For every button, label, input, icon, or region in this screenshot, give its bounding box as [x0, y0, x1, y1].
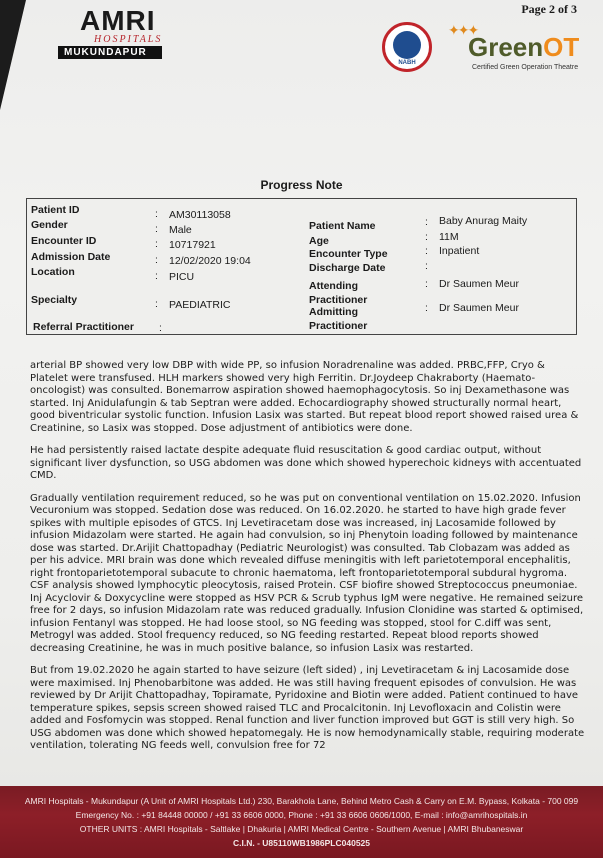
colon: :: [425, 278, 428, 290]
admission-date-label: Admission Date: [31, 251, 111, 263]
colon: :: [155, 208, 158, 220]
colon: :: [155, 254, 158, 266]
age-label: Age: [309, 235, 329, 247]
green-ot-tagline: Certified Green Operation Theatre: [472, 64, 579, 71]
patient-name-value: Baby Anurag Maity: [439, 215, 528, 227]
gender-value: Male: [169, 224, 192, 236]
amri-logo: [58, 5, 163, 59]
specialty-label: Specialty: [31, 294, 78, 306]
page-corner-shadow: [0, 0, 26, 110]
admitting-value: Dr Saumen Meur: [439, 302, 519, 314]
colon: :: [425, 216, 428, 228]
colon: :: [155, 238, 158, 250]
referral-label: Referral Practitioner: [33, 321, 134, 333]
location-value: PICU: [169, 271, 195, 283]
footer-contact: Emergency No. : +91 84448 00000 / +91 33 6606 0000, Phone : +91 33 6606 0606/1000, E-mail : info@amrihospitals.in: [75, 810, 528, 820]
attending-value: Dr Saumen Meur: [439, 278, 519, 290]
patient-name-label: Patient Name: [309, 220, 376, 232]
colon: :: [155, 270, 158, 282]
note-paragraph: arterial BP showed very low DBP with wide PP, so infusion Noradrenaline was added. PRBC,FFP, Cryo & Platelet were transfused. HLH markers showed very high Ferritin. Dr.Joydeep Chakraborty (Haemato-oncologist) was consulted. Bonemarrow aspiration showed haemophagocytosis. So inj Dexamethasone was started. Inj Anidulafungin & tab Septran were added. Echocardiography showed structurally normal heart, good biventricular systolic function. Infusion Lasix was started. But repeat blood report showed raised urea & Creatinine, so Lasix was stopped. Dose adjustment of antibiotics were done.: [30, 360, 579, 434]
colon: :: [425, 231, 428, 243]
note-paragraph: He had persistently raised lactate despite adequate fluid resuscitation & good cardiac output, without significant liver dysfunction, so USG abdomen was done which showed hyperechoic kidneys with accentuated CMD.: [30, 445, 582, 481]
discharge-date-label: Discharge Date: [309, 262, 386, 274]
note-paragraph: Gradually ventilation requirement reduced, so he was put on conventional ventilation on 15.02.2020. Infusion Vecuronium was stopped. Sedation dose was reduced. On 16.02.2020. he started to have high grade fever spikes with multiple episodes of GTCS. Inj Levetiracetam dose was increased, inj Lacosamide followed by infusion Midazolam were started. He again had convulsion, so inj Phenytoin loading followed by maintenance dose was started. Dr.Arijit Chattopadhay (Pediatric Neurologist) was consulted. Tab Clobazam was added as per his advice. MRI brain was done which revealed diffuse meningitis with left parietotemporal encephalitis, right frontoparietotemporal subacute to chronic haematoma, left frontoparietotemporal subdural hygroma. CSF analysis showed lymphocytic pleocytosis, raised Protein. CSF biofire showed Streptococcus pneumoniae. Inj Acyclovir & Doxycycline were stopped as HSV PCR & Scrub typhus IgM were negative. He remained seizure free for 2 days, so infusion Midazolam rate was reduced gradually. Infusion Clonidine was started & optimised, infusion Fentanyl was stopped. He had loose stool, so NG feeding was stopped, stool for C.diff was sent, Metrogyl was added. Stool frequency reduced, so NG feeding restarted. Repeat blood reports showed decreasing Creatinine, he was in much positive balance, so infusion Lasix was restarted.: [30, 492, 584, 654]
attending-label: Attending Practitioner: [309, 280, 368, 306]
nabh-label: NABH: [398, 60, 416, 66]
patient-id-label: Patient ID: [31, 204, 80, 216]
footer-other-units: OTHER UNITS : AMRI Hospitals - Saltlake | Dhakuria | AMRI Medical Centre - Southern Avenue | AMRI Bhubaneswar: [79, 824, 524, 834]
colon: :: [425, 245, 428, 257]
green-ot-logo: [446, 20, 586, 82]
colon: :: [425, 260, 428, 272]
hospital-footer: [0, 786, 603, 858]
page-title: Progress Note: [260, 178, 343, 192]
progress-note-body: [30, 360, 585, 763]
age-value: 11M: [439, 231, 459, 243]
encounter-type-value: Inpatient: [439, 245, 480, 257]
patient-info-box: [26, 198, 577, 335]
note-paragraph: But from 19.02.2020 he again started to have seizure (left sided) , inj Levetiracetam & inj Lacosamide dose were maximised. Inj Phenobarbitone was added. He was still having frequent episodes of convulsion. He was reviewed by Dr Arijit Chattopadhay, Topiramate, Pyridoxine and Biotin were added. Patient continued to have temperature spikes, sepsis screen showed raised TLC and Procalcitonin. Inj Levofloxacin and Colistin were added and Fosfomycin was stopped. Renal function and liver function improved but GGT is still very high. So USG abdomen was done which showed hepatomegaly. He is now hemodynamically stable, requiring moderate ventilation, tolerating NG feeds well, convulsion free for 72: [30, 665, 585, 751]
gender-label: Gender: [31, 219, 68, 231]
encounter-id-value: 10717921: [169, 239, 216, 251]
specialty-value: PAEDIATRIC: [169, 299, 231, 311]
encounter-id-label: Encounter ID: [31, 235, 97, 247]
amri-subtitle: HOSPITALS: [94, 34, 163, 45]
page-number: Page 2 of 3: [521, 2, 577, 16]
location-label: Location: [31, 266, 75, 278]
amri-location: MUKUNDAPUR: [58, 46, 162, 59]
footer-cin: C.I.N. - U85110WB1986PLC040525: [232, 838, 371, 848]
encounter-type-label: Encounter Type: [309, 248, 388, 260]
admission-date-value: 12/02/2020 19:04: [169, 255, 251, 267]
nabh-logo: [382, 22, 432, 72]
colon: :: [159, 322, 162, 334]
colon: :: [425, 302, 428, 314]
admitting-label: Admitting Practitioner: [309, 306, 368, 332]
patient-id-value: AM30113058: [169, 209, 231, 221]
colon: :: [155, 223, 158, 235]
green-ot-dots-icon: ✦✦✦: [448, 22, 478, 38]
footer-address: AMRI Hospitals - Mukundapur (A Unit of AMRI Hospitals Ltd.) 230, Barakhola Lane, Behind Metro Cash & Carry on E.M. Bypass, Kolkata - 700 099: [24, 796, 579, 806]
green-ot-word: GreenOT: [468, 32, 580, 62]
amri-brand: AMRI: [80, 5, 156, 36]
nabh-emblem-icon: [393, 31, 421, 59]
colon: :: [155, 298, 158, 310]
